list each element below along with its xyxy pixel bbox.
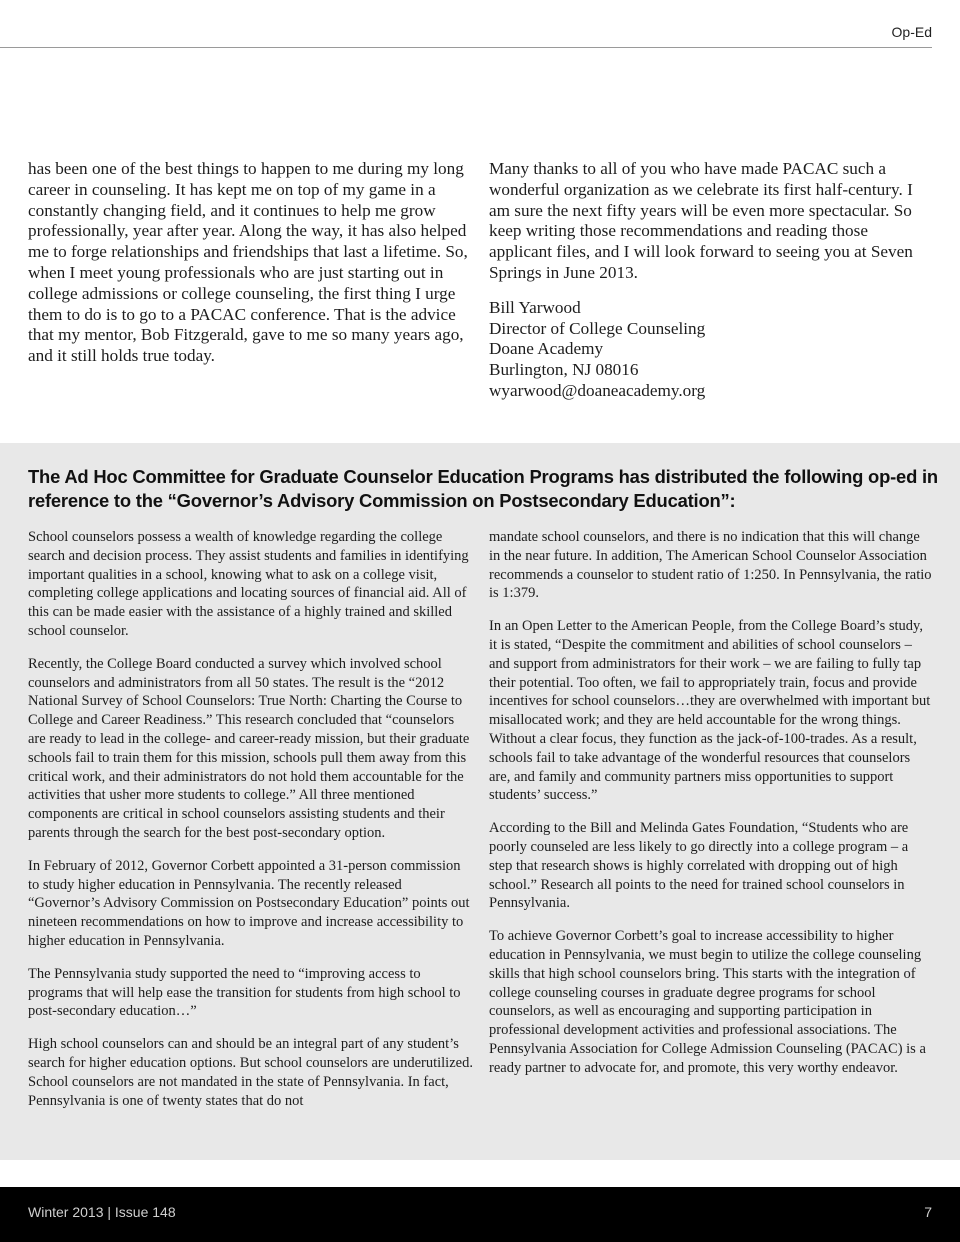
continued-letter-column xyxy=(28,159,468,367)
signature-email: wyarwood@doaneacademy.org xyxy=(489,380,706,400)
letter-paragraph: has been one of the best things to happen to me during my long career in counseling. It has kept me on top of my game in a constantly changing field, and it continues to help me grow professionally, year after year. Along the way, it has also helped me to forge relationships and friendships that last a lifetime. So, when I meet young professionals who are just starting out in college admissions or college counseling, the first thing I urge them to do is to go to a PACAC conference. That is the advice that my mentor, Bob Fitzgerald, gave to me so many years ago, and it still holds true today. xyxy=(28,159,468,366)
oped-paragraph: High school counselors can and should be an integral part of any student’s search for higher education options. But school counselors are underutilized. School counselors are not mandated in the state of Pennsylvania. In fact, Pennsylvania is one of twenty states that do not xyxy=(28,1036,473,1109)
section-label: Op-Ed xyxy=(891,24,932,40)
oped-paragraph: mandate school counselors, and there is no indication that this will change in the near future. In addition, The American School Counselor Association recommends a counselor to student ratio of 1:250. In Pennsylvania, the ratio is 1:379. xyxy=(489,529,932,602)
signature-school: Doane Academy xyxy=(489,339,604,359)
oped-paragraph: In February of 2012, Governor Corbett appointed a 31-person commission to study higher education in Pennsylvania. The recently released “Governor’s Advisory Commission on Postsecondary Education” points out nineteen recommendations on how to improve and increase accessibility to higher education in Pennsylvania. xyxy=(28,857,470,949)
signature-name: Bill Yarwood xyxy=(489,297,581,317)
page-footer xyxy=(0,1187,960,1242)
header-rule xyxy=(0,47,932,48)
oped-paragraph: Recently, the College Board conducted a survey which involved school counselors and administrators from all 50 states. The result is the “2012 National Survey of School Counselors: True North: Charting the Course to College and Career Readiness.” This research concluded that “counselors are ready to lead in the college- and career-ready mission, but their graduate schools fail to train them for this mission, schools pull them away from this critical work, and their administrators do not hold them accountable for the activities that usher more students to college.” All three mentioned components are critical in school counselors assisting students and their parents through the search for the best post-secondary option. xyxy=(28,655,470,841)
oped-paragraph: According to the Bill and Melinda Gates Foundation, “Students who are poorly counseled are less likely to go directly into a college program – a step that research shows is highly correlated with dropping out of high school.” Research all points to the need for trained school counselors in Pennsylvania. xyxy=(489,820,909,912)
oped-left-column xyxy=(28,528,473,1124)
oped-section xyxy=(0,443,960,1160)
letter-closing-paragraph: Many thanks to all of you who have made PACAC such a wonderful organization as we celebrate its first half-century. I am sure the next fifty years will be even more spectacular. So keep writing those recommendations and reading those applicant files, and I will look forward to seeing you at Seven Springs in June 2013. xyxy=(489,159,913,282)
signature-title: Director of College Counseling xyxy=(489,318,706,338)
page-number: 7 xyxy=(924,1204,932,1220)
oped-paragraph: To achieve Governor Corbett’s goal to increase accessibility to higher education in Pennsylvania, we must begin to utilize the college counseling skills that high school counselors bring. This starts with the integration of college counseling courses in graduate degree programs for school counselors, as well as encouraging and supporting participation in professional development activities and professional associations. The Pennsylvania Association for College Admission Counseling (PACAC) is a ready partner to advocate for, and promote, this very worthy endeavor. xyxy=(489,928,926,1076)
letter-closing-column xyxy=(489,159,929,402)
oped-paragraph: The Pennsylvania study supported the need to “improving access to programs that will help ease the transition for students from high school to post-secondary education…” xyxy=(28,965,461,1020)
page-header xyxy=(0,0,960,50)
oped-paragraph: In an Open Letter to the American People, from the College Board’s study, it is stated, “Despite the commitment and abilities of school counselors – and support from administrators for their work – we are failing to fully tap their potential. Too often, we fail to appropriately train, focus and provide incentives for school counselors…they are overwhelmed with important but misallocated work; and they are held accountable for the wrong things. Without a clear focus, they function as the jack-of-100-trades. As a result, schools fail to take advantage of the wonderful resources that counselors are, and family and community partners miss opportunities to support students’ success.” xyxy=(489,618,931,804)
oped-right-column xyxy=(489,528,934,1092)
oped-heading: The Ad Hoc Committee for Graduate Counselor Education Programs has distributed the following op-ed in reference to the “Governor’s Advisory Commission on Postsecondary Education”: xyxy=(28,466,938,511)
issue-label: Winter 2013 | Issue 148 xyxy=(28,1204,176,1220)
oped-paragraph: School counselors possess a wealth of knowledge regarding the college search and decision process. They assist students and families in identifying important qualities in a school, knowing what to ask on a college visit, completing college applications and locating sources of financial aid. All of this can be made easier with the assistance of a highly trained and skilled school counselor. xyxy=(28,529,469,639)
signature-location: Burlington, NJ 08016 xyxy=(489,360,639,380)
signature-block xyxy=(489,298,929,402)
